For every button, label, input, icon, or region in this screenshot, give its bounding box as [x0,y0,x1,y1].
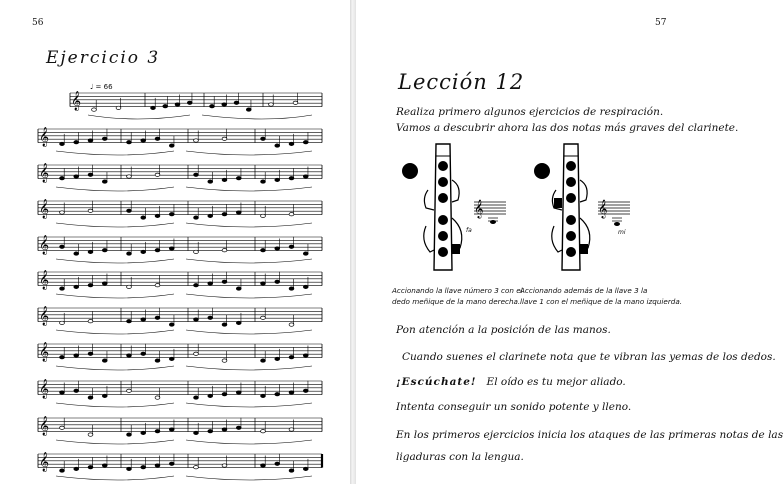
staff [70,91,322,119]
intro-line-1: Realiza primero algunos ejercicios de respiración. [396,106,664,118]
svg-text:𝄞: 𝄞 [39,235,50,255]
tempo-marking: ♩ = 66 [90,83,113,91]
right-page [356,0,783,484]
note-name-mi: mi [618,229,626,236]
svg-text:𝄞: 𝄞 [71,91,82,111]
listen-rest: El oído es tu mejor aliado. [486,376,626,388]
staff [38,452,322,480]
note-name-fa: fa [466,227,472,234]
staff [38,235,322,263]
left-page [0,0,350,484]
paragraph-listen [396,376,626,388]
svg-text:𝄞: 𝄞 [39,342,50,362]
intro-line-2: Vamos a descubrir ahora las dos notas más graves del clarinete. [396,122,739,134]
exercise-title: Ejercicio 3 [46,48,161,68]
paragraph-attack-line-2: ligaduras con la lengua. [396,451,524,463]
svg-text:𝄞: 𝄞 [39,163,50,183]
page-number-right: 57 [655,18,667,28]
staff [38,270,322,298]
paragraph-sound: Intenta conseguir un sonido potente y lleno. [396,401,632,413]
svg-text:𝄞: 𝄞 [39,306,50,326]
svg-text:𝄞: 𝄞 [39,416,50,436]
staff [38,163,322,191]
staff [38,199,322,227]
caption-left-line-1: Accionando la llave número 3 con el [392,286,523,295]
listen-bold: ¡Escúchate! [396,376,477,388]
staff [38,306,322,334]
paragraph-attack-line-1: En los primeros ejercicios inicia los ataques de las primeras notas de las [396,429,783,441]
clarinet-diagram-right [528,140,678,280]
staff [38,416,322,444]
page-number-left: 56 [32,18,44,28]
svg-text:𝄞: 𝄞 [39,452,50,472]
caption-right-line-1: Accionando además de la llave 3 la [520,286,648,295]
paragraph-attention: Pon atención a la posición de las manos. [396,324,611,336]
staff [38,342,322,370]
clarinet-diagram-left [396,140,546,280]
svg-text:𝄞: 𝄞 [39,270,50,290]
staff [38,379,322,407]
staff [38,127,322,155]
music-score [0,0,350,484]
svg-text:𝄞: 𝄞 [39,127,50,147]
svg-text:𝄞: 𝄞 [39,379,50,399]
paragraph-vibrate: Cuando suenes el clarinete nota que te vibran las yemas de los dedos. [402,351,776,363]
svg-text:𝄞: 𝄞 [598,199,608,218]
svg-text:𝄞: 𝄞 [474,199,484,218]
caption-right-line-2: llave 1 con el meñique de la mano izquierda. [520,297,683,306]
lesson-title: Lección 12 [398,70,525,94]
svg-text:𝄞: 𝄞 [39,199,50,219]
caption-left-line-2: dedo meñique de la mano derecha. [392,297,521,306]
